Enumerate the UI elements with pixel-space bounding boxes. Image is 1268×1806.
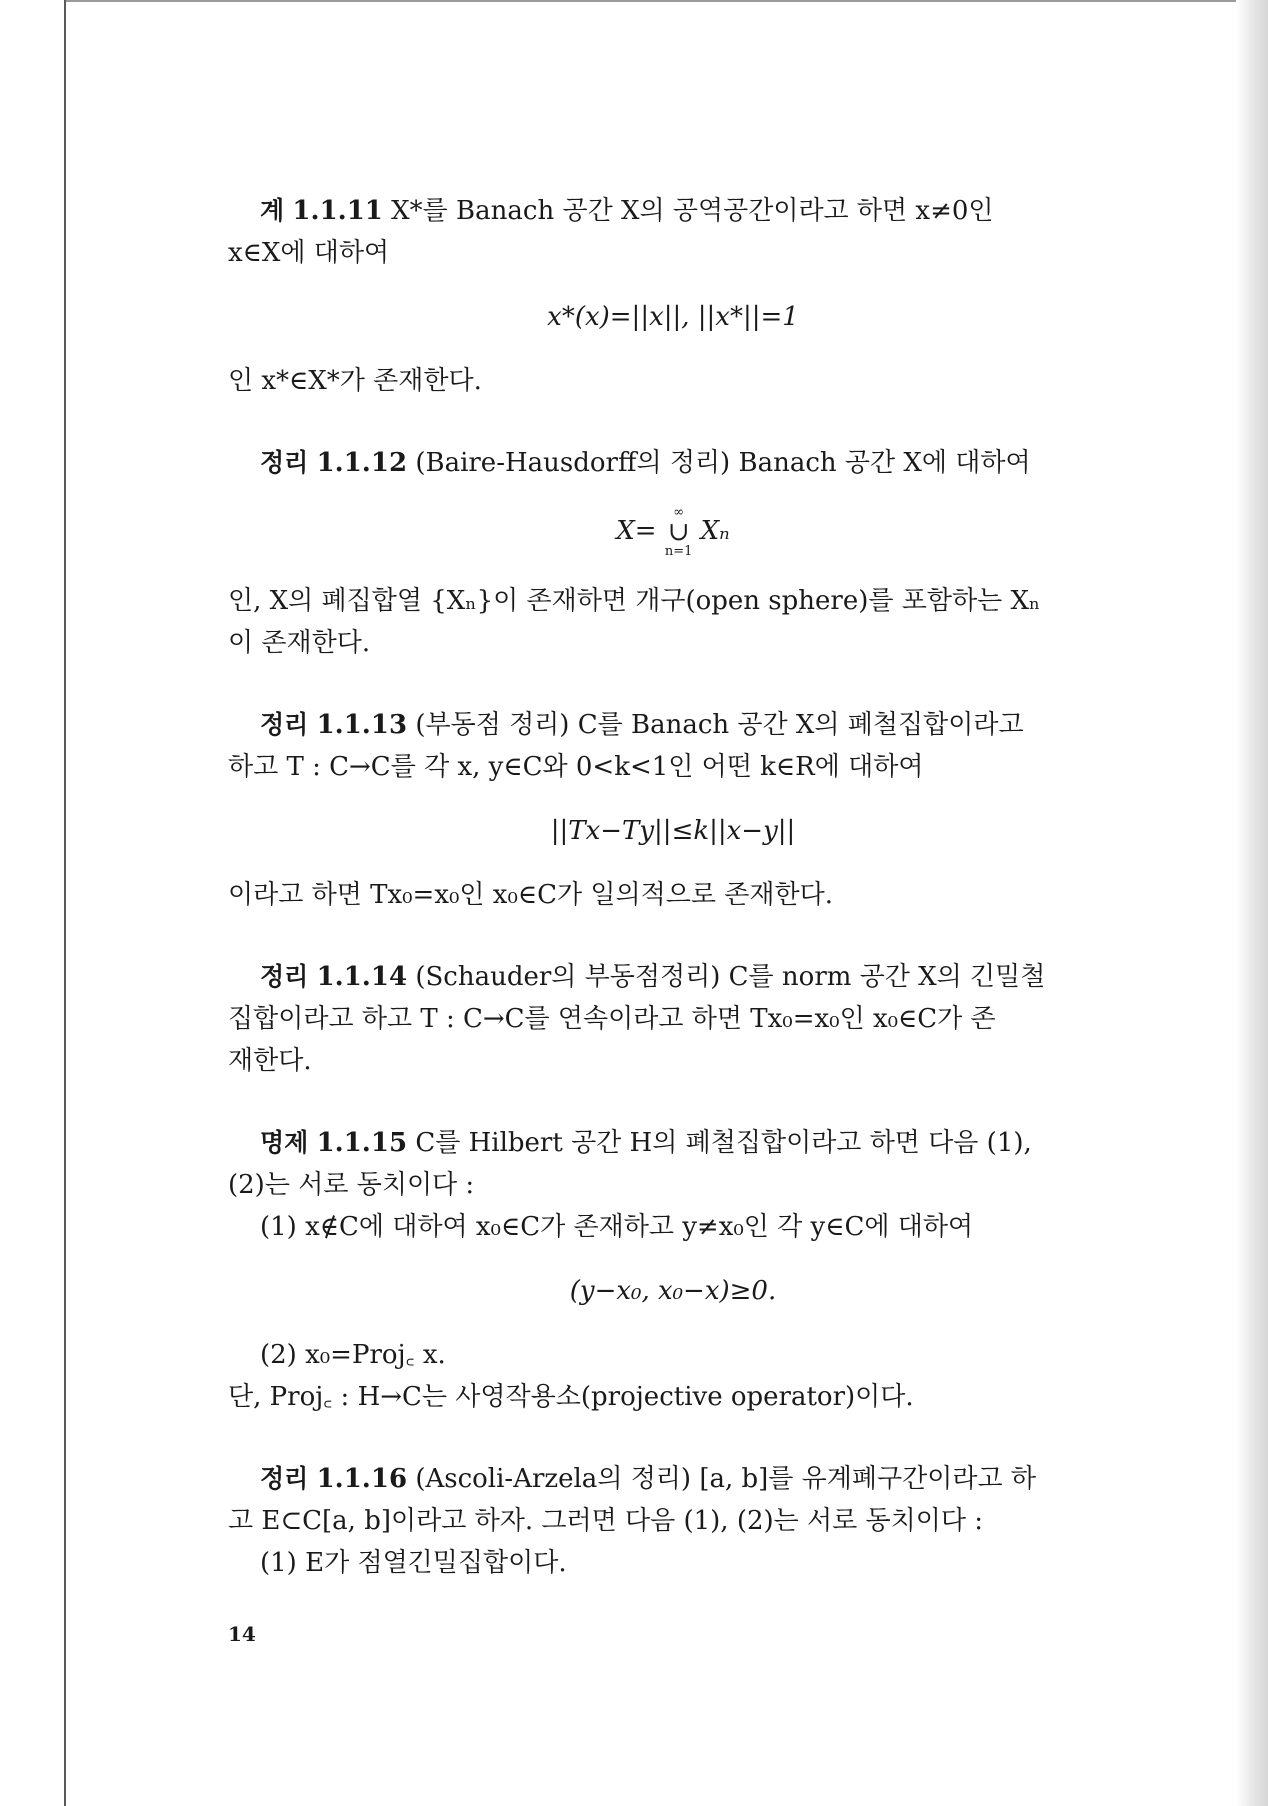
block-text: X*를 Banach 공간 X의 공역공간이라고 하면 x≠0인 bbox=[391, 196, 994, 226]
proposition-1-1-15 bbox=[228, 1122, 1118, 1418]
block-number: 1.1.12 bbox=[316, 448, 408, 478]
document-page bbox=[228, 190, 1118, 1584]
formula-union bbox=[228, 506, 1118, 558]
proposition-item-1: (1) x∉C에 대하여 x₀∈C가 존재하고 y≠x₀인 각 y∈C에 대하여 bbox=[260, 1212, 974, 1242]
block-label: 명제 bbox=[260, 1128, 309, 1157]
block-label: 계 bbox=[260, 196, 285, 225]
block-label: 정리 bbox=[260, 448, 309, 477]
corollary-line-2: x∈X에 대하여 bbox=[228, 238, 390, 268]
union-lower-limit: n=1 bbox=[664, 544, 693, 559]
theorem-line-1 bbox=[228, 442, 1118, 484]
block-number: 1.1.13 bbox=[316, 710, 408, 740]
formula-lhs: X= bbox=[616, 516, 657, 546]
block-text: (Baire-Hausdorff의 정리) Banach 공간 X에 대하여 bbox=[415, 448, 1031, 478]
theorem-line-2: 집합이라고 하고 T : C→C를 연속이라고 하면 Tx₀=x₀인 x₀∈C가 존 bbox=[228, 1004, 996, 1034]
proposition-item-2: (2) x₀=Proj꜀ x. bbox=[260, 1340, 446, 1370]
formula-projection-inequality: (y−x₀, x₀−x)≥0. bbox=[569, 1276, 777, 1306]
union-symbol: ∪ bbox=[667, 517, 690, 547]
theorem-1-1-16 bbox=[228, 1458, 1118, 1584]
block-label: 정리 bbox=[260, 1464, 309, 1493]
theorem-conclusion-1: 인, X의 폐집합열 {Xₙ}이 존재하면 개구(open sphere)를 포함하는 Xₙ bbox=[228, 586, 1041, 616]
block-number: 1.1.11 bbox=[292, 196, 383, 226]
theorem-item-1: (1) E가 점열긴밀집합이다. bbox=[260, 1548, 567, 1578]
union-operator bbox=[665, 506, 693, 558]
formula-contraction: ||Tx−Ty||≤k||x−y|| bbox=[550, 816, 796, 846]
block-label: 정리 bbox=[260, 962, 309, 991]
proposition-line-1 bbox=[228, 1122, 1118, 1164]
theorem-conclusion-2: 이 존재한다. bbox=[228, 628, 371, 658]
block-text: (Ascoli-Arzela의 정리) [a, b]를 유계폐구간이라고 하 bbox=[415, 1464, 1036, 1494]
block-number: 1.1.14 bbox=[316, 962, 408, 992]
corollary-line-1 bbox=[228, 190, 1118, 232]
theorem-line-2: 고 E⊂C[a, b]이라고 하자. 그러면 다음 (1), (2)는 서로 동치이다 : bbox=[228, 1506, 984, 1536]
corollary-conclusion: 인 x*∈X*가 존재한다. bbox=[228, 366, 482, 396]
block-text: C를 Hilbert 공간 H의 폐철집합이라고 하면 다음 (1), bbox=[415, 1128, 1032, 1158]
corollary-1-1-11 bbox=[228, 190, 1118, 402]
page-number: 14 bbox=[228, 1622, 256, 1646]
theorem-line-1 bbox=[228, 956, 1118, 998]
page-edge-shadow bbox=[1236, 0, 1268, 1806]
theorem-1-1-14 bbox=[228, 956, 1118, 1082]
formula-rhs: Xₙ bbox=[700, 516, 730, 546]
theorem-line-1 bbox=[228, 1458, 1118, 1500]
block-label: 정리 bbox=[260, 710, 309, 739]
theorem-line-3: 재한다. bbox=[228, 1046, 312, 1076]
block-text: (Schauder의 부동점정리) C를 norm 공간 X의 긴밀철 bbox=[415, 962, 1046, 992]
proposition-note: 단, Proj꜀ : H→C는 사영작용소(projective operator)이다. bbox=[228, 1382, 914, 1412]
theorem-line-2: 하고 T : C→C를 각 x, y∈C와 0<k<1인 어떤 k∈R에 대하여 bbox=[228, 752, 924, 782]
theorem-conclusion: 이라고 하면 Tx₀=x₀인 x₀∈C가 일의적으로 존재한다. bbox=[228, 880, 833, 910]
theorem-1-1-12 bbox=[228, 442, 1118, 664]
block-text: (부동점 정리) C를 Banach 공간 X의 폐철집합이라고 bbox=[415, 710, 1024, 740]
theorem-1-1-13 bbox=[228, 704, 1118, 916]
union-upper-limit: ∞ bbox=[673, 505, 685, 520]
block-number: 1.1.16 bbox=[316, 1464, 408, 1494]
formula-dual-norm: x*(x)=||x||, ||x*||=1 bbox=[547, 302, 799, 332]
theorem-line-1 bbox=[228, 704, 1118, 746]
proposition-line-2: (2)는 서로 동치이다 : bbox=[228, 1170, 475, 1200]
block-number: 1.1.15 bbox=[316, 1128, 408, 1158]
